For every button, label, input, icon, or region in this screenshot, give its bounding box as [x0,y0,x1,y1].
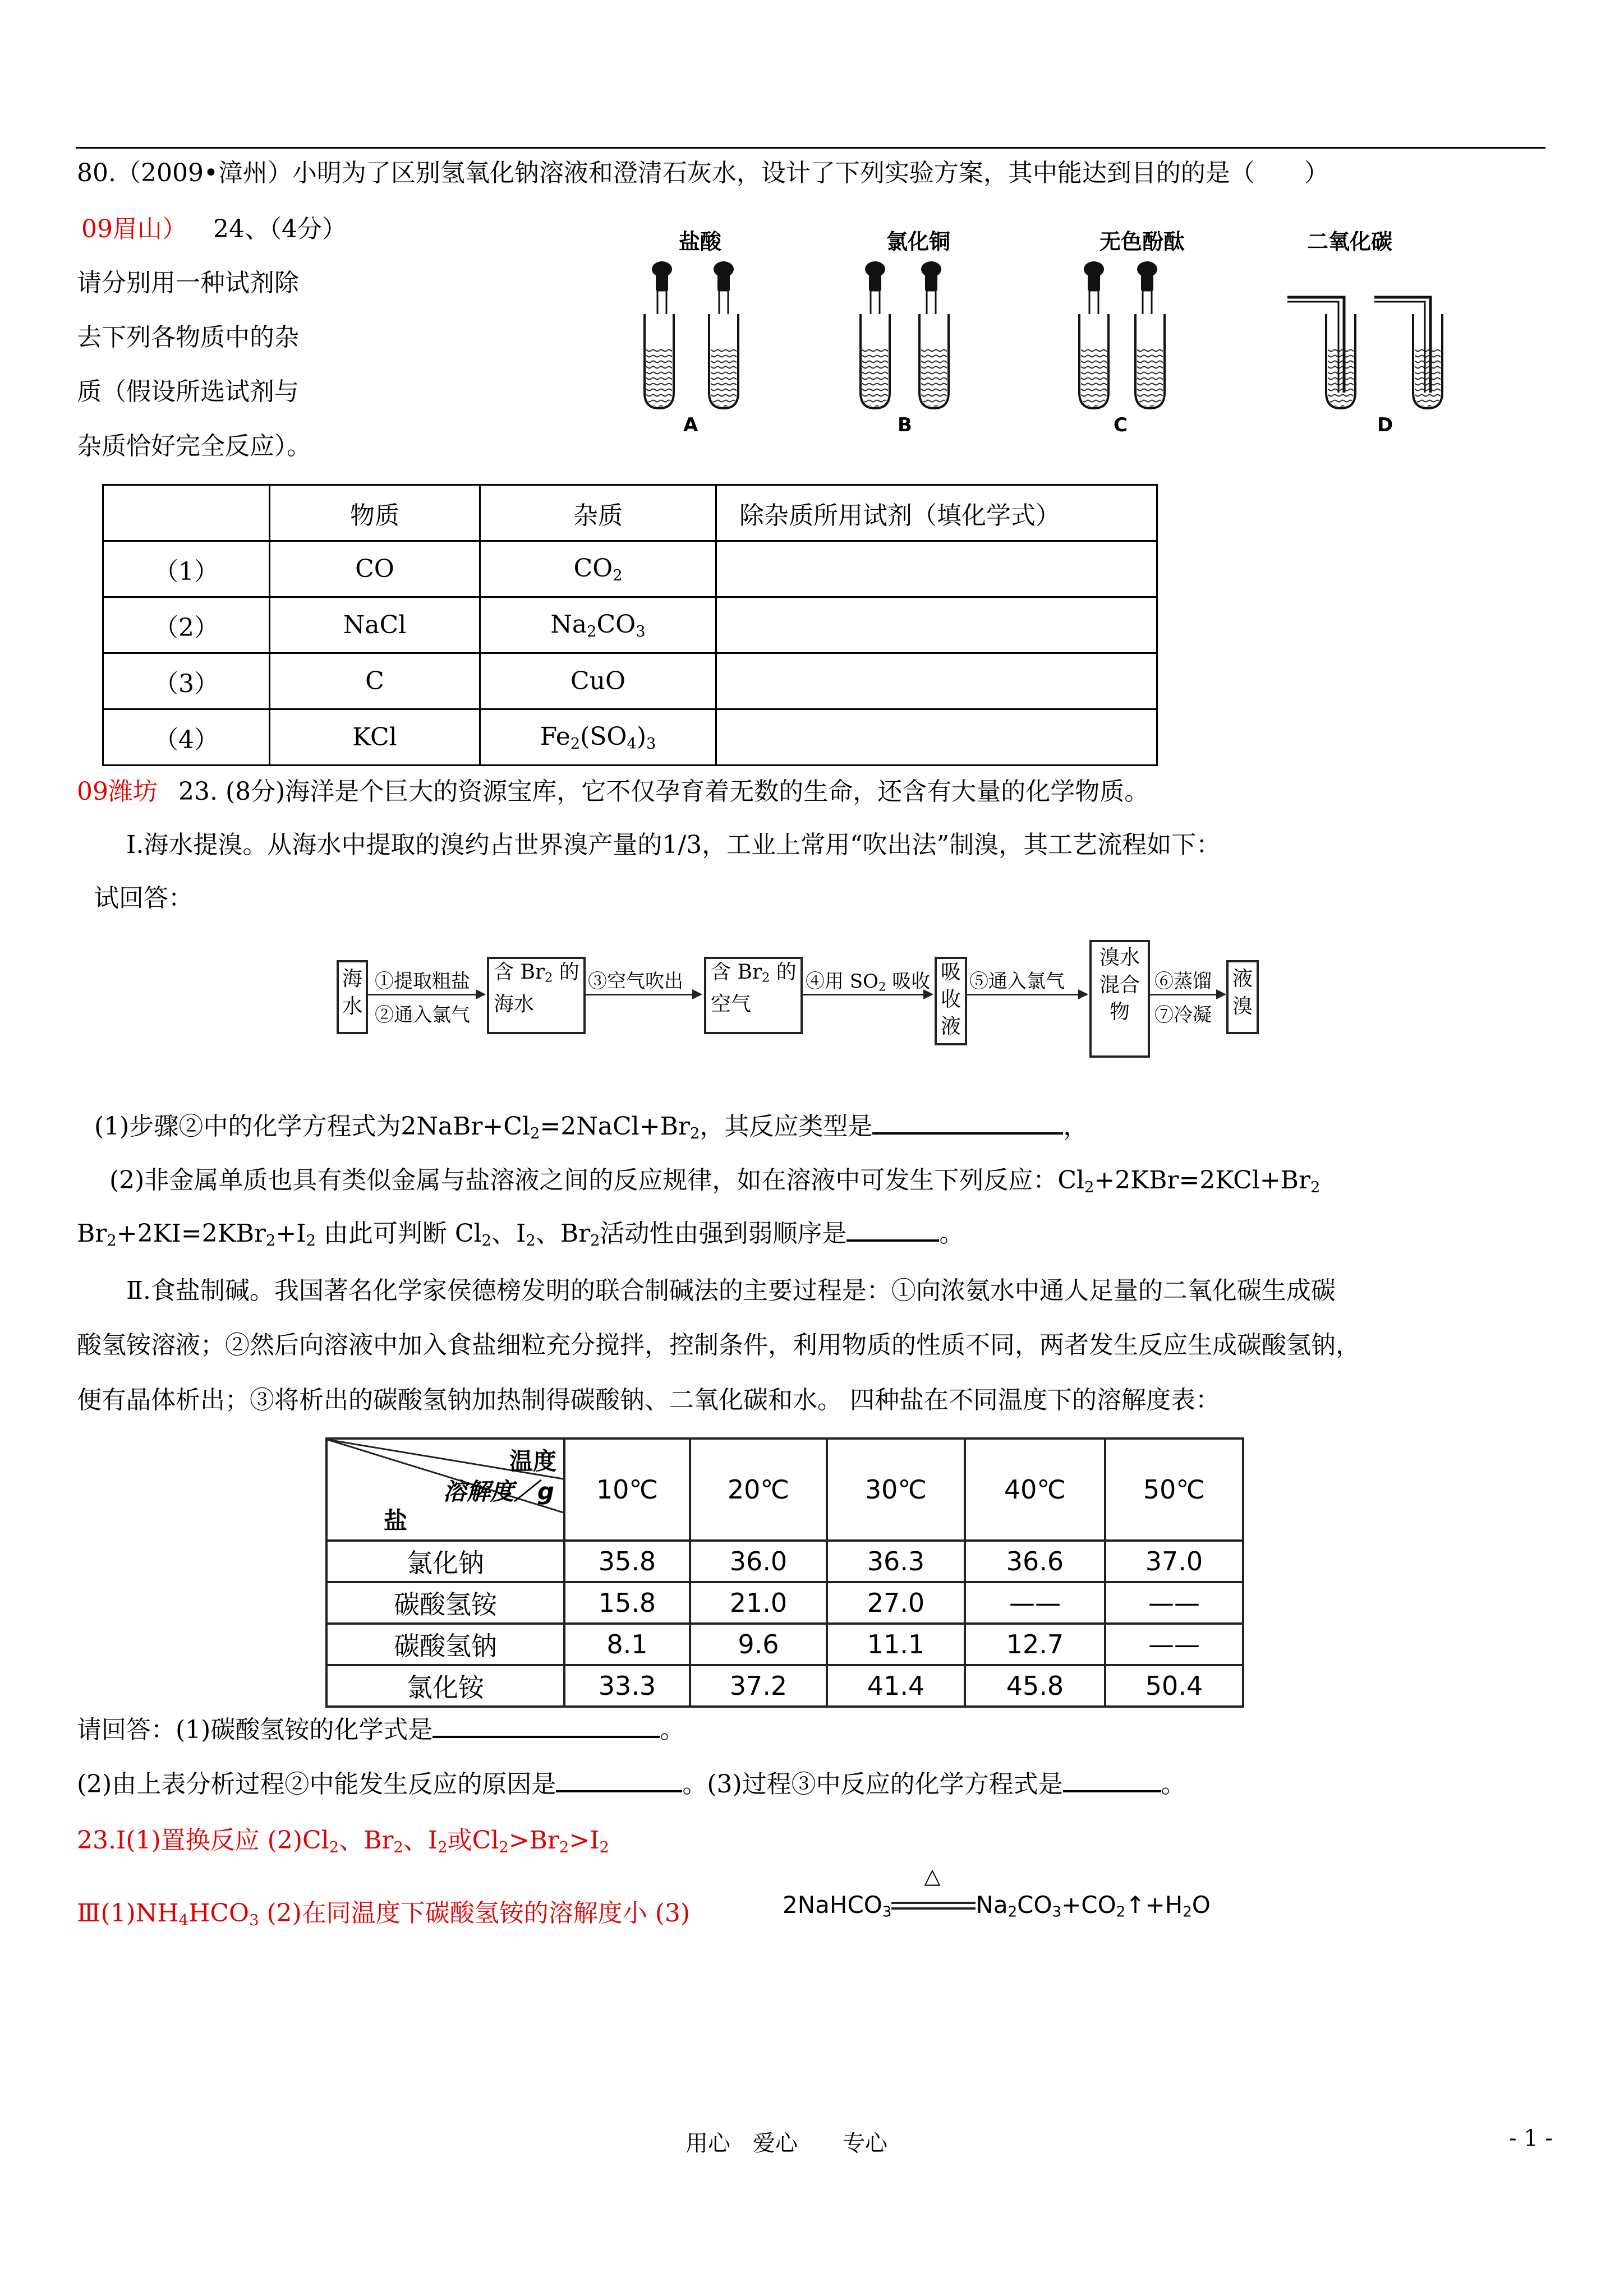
question-80: 80.（2009•漳州）小明为了区别氢氧化钠溶液和澄清石灰水，设计了下列实验方案，其中能达到目的的是（ ） [77,159,1329,187]
flow-arrow [966,994,1087,995]
flow-arrow [366,994,485,995]
table-row [103,597,1157,653]
table-row [326,1624,1243,1665]
q23-part2-line-2: 酸氢铵溶液；②然后向溶液中加入食盐细粒充分搅拌，控制条件，利用物质的性质不同，两者发生反应生成碳酸氢钠， [77,1331,1360,1359]
flow-step-5: ⑤通入氯气 [969,970,1065,993]
q23-part2-line-1: Ⅱ.食盐制碱。我国著名化学家侯德榜发明的联合制碱法的主要过程是：①向浓氨水中通人足量的二氧化碳生成碳 [126,1276,1336,1305]
q23-sub2-cont: $Br_2+2KI=2KBr_2+I_2$ 由此可判断 $Cl_2$、$I_2$、$Br_2$活动性由强到弱顺序是 。 [77,1219,964,1250]
substance-cell: C [270,653,480,709]
solubility-value: 36.3 [827,1541,965,1582]
flow-step-6: ⑥蒸馏 [1154,970,1212,993]
solubility-value: 27.0 [827,1582,965,1624]
tube-letter-b: B [898,414,912,436]
answer-blank[interactable] [1063,1768,1161,1792]
temp-header: 50℃ [1105,1439,1243,1541]
table-row [326,1541,1243,1582]
q23-ask1: 请回答：(1)碳酸氢铵的化学式是 。 [77,1709,684,1745]
q23-source: 09潍坊 [77,777,158,806]
solubility-value: 12.7 [965,1624,1105,1665]
solubility-value: 9.6 [690,1624,827,1665]
substance-cell: CO [270,541,480,597]
table-row [326,1665,1243,1707]
solubility-value: 8.1 [564,1624,690,1665]
experiment-figure [617,219,1537,443]
reagent-answer-cell[interactable] [716,597,1157,653]
q24-line-2: 去下列各物质中的杂 [77,323,299,352]
table-header-cell: 除杂质所用试剂（填化学式） [716,485,1157,541]
impurity-cell: $CO_2$ [480,541,716,597]
flow-step-3: ③空气吹出 [588,970,683,993]
solubility-value: 11.1 [827,1624,965,1665]
header-rule [76,147,1545,149]
q23-part2-line-3: 便有晶体析出；③将析出的碳酸氢钠加热制得碳酸钠、二氧化碳和水。 四种盐在不同温度下的溶解度表： [77,1386,1220,1414]
tube-letter-c: C [1114,414,1128,436]
flow-arrow [801,994,932,995]
q24-number: 24、（4分） [213,215,347,243]
flow-box-liquid-bromine: 液 溴 [1226,960,1259,1034]
solubility-value: —— [965,1582,1105,1624]
solubility-value: 35.8 [564,1541,690,1582]
answer-blank[interactable] [846,1218,939,1242]
solubility-value: 45.8 [965,1665,1105,1707]
diag-label-salt: 盐 [384,1507,408,1534]
heat-delta-icon: △ [924,1864,941,1888]
flow-step-1: ①提取粗盐 [375,970,470,993]
q23-intro: 23. (8分)海洋是个巨大的资源宝库，它不仅孕育着无数的生命，还含有大量的化学物质。 [178,777,1149,806]
answer-blank[interactable] [556,1768,682,1792]
impurity-cell: $Na_2CO_3$ [480,597,716,653]
row-number: （2） [103,597,270,653]
solubility-value: 37.2 [690,1665,827,1707]
row-number: （1） [103,541,270,597]
footer-center: 用心 爱心 专心 [686,2131,887,2156]
q23-try: 试回答： [94,884,193,912]
answer-blank[interactable] [433,1713,660,1738]
reagent-answer-cell[interactable] [716,653,1157,709]
salt-name: 碳酸氢铵 [326,1582,564,1624]
solubility-value: 36.0 [690,1541,827,1582]
q23-ask2: (2)由上表分析过程②中能发生反应的原因是 。(3)过程③中反应的化学方程式是 。 [77,1764,1186,1800]
table-row [326,1582,1243,1624]
diagonal-header-cell [326,1439,564,1541]
solubility-value: 21.0 [690,1582,827,1624]
flow-step-2: ②通入氯气 [375,1004,470,1026]
impurity-table [102,484,1158,766]
reagent-label-a: 盐酸 [679,229,722,254]
solubility-value: —— [1105,1624,1243,1665]
substance-cell: KCl [270,709,480,766]
diag-label-solubility: 溶解度／g [443,1478,554,1505]
flow-step-4: ④用 $SO_2$ 吸收 [806,970,931,994]
table-header-cell: 物质 [270,485,480,541]
temp-header: 10℃ [564,1439,690,1541]
substance-cell: NaCl [270,597,480,653]
solubility-value: 33.3 [564,1665,690,1707]
impurity-cell: $Fe_2(SO_4)_3$ [480,709,716,766]
flow-box-absorbent: 吸 收 液 [935,957,967,1045]
table-row [103,709,1157,766]
solubility-value: 50.4 [1105,1665,1243,1707]
salt-name: 氯化钠 [326,1541,564,1582]
flow-step-7: ⑦冷凝 [1154,1004,1212,1026]
salt-name: 碳酸氢钠 [326,1624,564,1665]
page-number: - 1 - [1509,2126,1553,2151]
q23-part1: Ⅰ.海水提溴。从海水中提取的溴约占世界溴产量的1/3，工业上常用“吹出法”制溴，其工艺流程如下： [126,831,1221,859]
solubility-value: 15.8 [564,1582,690,1624]
reagent-label-b: 氯化铜 [886,229,951,254]
temp-header: 20℃ [690,1439,827,1541]
reagent-label-c: 无色酚酞 [1099,229,1185,254]
q23-sub2: (2)非金属单质也具有类似金属与盐溶液之间的反应规律，如在溶液中可发生下列反应：$Cl_2+2KBr=2KCl+Br_2$ [109,1166,1321,1196]
test-tube-drawing [617,258,1537,443]
table-row [103,653,1157,709]
reagent-label-d: 二氧化碳 [1307,229,1393,254]
flow-box-bromine-mix: 溴水 混合 物 [1089,940,1150,1058]
q23-sub1: (1)步骤②中的化学方程式为$2NaBr+Cl_2=2NaCl+Br_2$，其反应类型是 ， [94,1106,1088,1142]
table-header-cell [103,485,270,541]
reagent-answer-cell[interactable] [716,541,1157,597]
tube-letter-d: D [1377,414,1393,436]
flow-box-br2-seawater: 含 $Br_2$ 的 海水 [487,957,586,1034]
q24-line-1: 请分别用一种试剂除 [77,269,299,297]
salt-name: 氯化铵 [326,1665,564,1707]
solubility-value: 37.0 [1105,1541,1243,1582]
answer-line-2: $Ⅲ(1)NH_4HCO_3$ (2)在同温度下碳酸氢铵的溶解度小 (3) [77,1899,691,1929]
flow-box-br2-air: 含 $Br_2$ 的 空气 [704,957,803,1034]
solubility-value: 36.6 [965,1541,1105,1582]
temp-header: 30℃ [827,1439,965,1541]
answer-equation: 2NaHCO$_3$ △ $Na_2CO_3+CO_2↑+H_2O$ [783,1864,1211,1921]
answer-blank[interactable] [872,1110,1063,1135]
table-header-row [326,1439,1243,1541]
row-number: （4） [103,709,270,766]
answer-line-1: 23.Ⅰ(1)置换反应 $(2)Cl_2$、$Br_2$、$I_2$或$Cl_2>Br_2>I_2$ [77,1826,609,1856]
solubility-table [325,1437,1244,1708]
flow-arrow [583,994,701,995]
q24-line-4: 杂质恰好完全反应）。 [77,432,311,460]
q24-source: 09眉山） [81,215,187,243]
solubility-value: 41.4 [827,1665,965,1707]
q24-line-3: 质（假设所选试剂与 [77,377,299,406]
tube-letter-a: A [683,414,698,436]
solubility-value: —— [1105,1582,1243,1624]
reagent-answer-cell[interactable] [716,709,1157,766]
diag-label-temp: 温度 [509,1447,556,1475]
flow-arrow [1149,994,1225,995]
row-number: （3） [103,653,270,709]
impurity-cell: CuO [480,653,716,709]
table-row [103,541,1157,597]
table-header-cell: 杂质 [480,485,716,541]
table-header-row [103,485,1157,541]
temp-header: 40℃ [965,1439,1105,1541]
flow-box-seawater: 海 水 [337,960,368,1034]
